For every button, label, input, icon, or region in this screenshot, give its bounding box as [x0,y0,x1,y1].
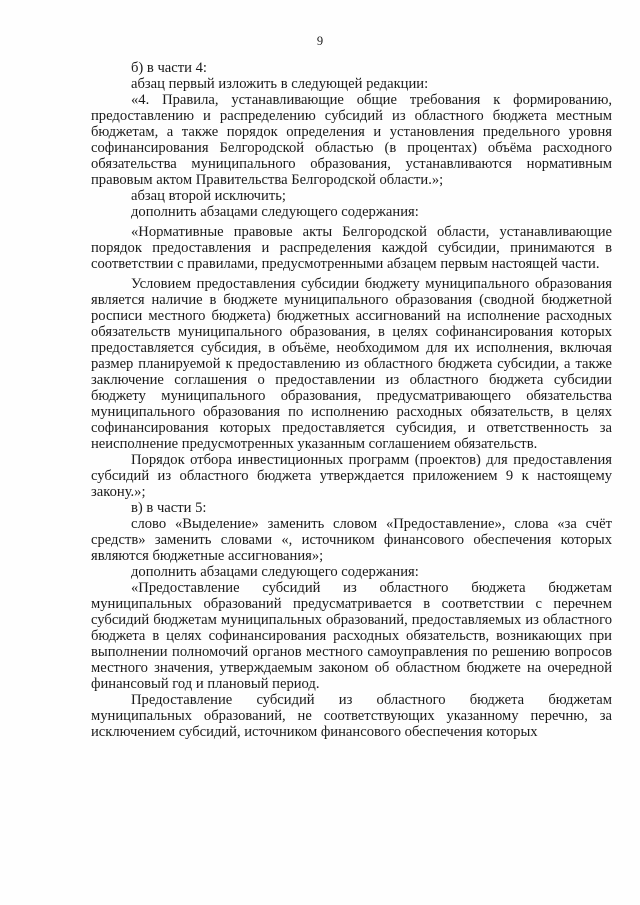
page-number: 9 [316,34,324,48]
paragraph: б) в части 4: [131,60,207,76]
paragraph: слово «Выделение» заменить словом «Предоставление», слова «за счёт средств» заменить словами «, источником финансового обеспечения которых являются бюджетные ассигнования»; [91,516,612,564]
paragraph: дополнить абзацами следующего содержания: [131,564,419,580]
paragraph: Предоставление субсидий из областного бюджета бюджетам муниципальных образований, не соответствующих указанному перечню, за исключением субсидий, источником финансового обеспечения которых [91,692,612,740]
paragraph: Условием предоставления субсидии бюджету муниципального образования является наличие в бюджете муниципального образования (сводной бюджетной росписи местного бюджета) бюджетных ассигнований на исполнение расходных обязательств муниципального образования, в целях софинансирования которых предоставляется субсидия, в объёме, необходимом для их исполнения, включая размер планируемой к предоставлению из областного бюджета субсидии, а также заключение соглашения о предоставлении из областного бюджета субсидии бюджету муниципального образования, предусматривающего обязательства муниципального образования по исполнению расходных обязательств, в целях софинансирования которых предоставляется субсидия, и ответственность за неисполнение предусмотренных указанным соглашением обязательств. [91,276,612,452]
paragraph: Порядок отбора инвестиционных программ (проектов) для предоставления субсидий из областного бюджета утверждается приложением 9 к настоящему закону.»; [91,452,612,500]
paragraph: «Предоставление субсидий из областного бюджета бюджетам муниципальных образований предусматривается в соответствии с перечнем субсидий бюджетам муниципальных образований, предоставляемых из областного бюджета в целях софинансирования расходных обязательств, возникающих при выполнении полномочий органов местного самоуправления по решению вопросов местного значения, утверждаемым законом об областном бюджете на очередной финансовый год и плановый период. [91,580,612,692]
paragraph: абзац первый изложить в следующей редакции: [131,76,429,92]
paragraph: «Нормативные правовые акты Белгородской области, устанавливающие порядок предоставления и распределения каждой субсидии, принимаются в соответствии с правилами, предусмотренными абзацем первым настоящей части. [91,224,612,272]
paragraph: абзац второй исключить; [131,188,286,204]
paragraph: «4. Правила, устанавливающие общие требования к формированию, предоставлению и распределению субсидий из областного бюджета местным бюджетам, а также порядок определения и установления предельного уровня софинансирования Белгородской областью (в процентах) объёма расходного обязательства муниципального образования, устанавливаются нормативным правовым актом Правительства Белгородской области.»; [91,92,612,188]
paragraph: дополнить абзацами следующего содержания: [131,204,419,220]
paragraph: в) в части 5: [131,500,207,516]
body-text [91,60,612,740]
